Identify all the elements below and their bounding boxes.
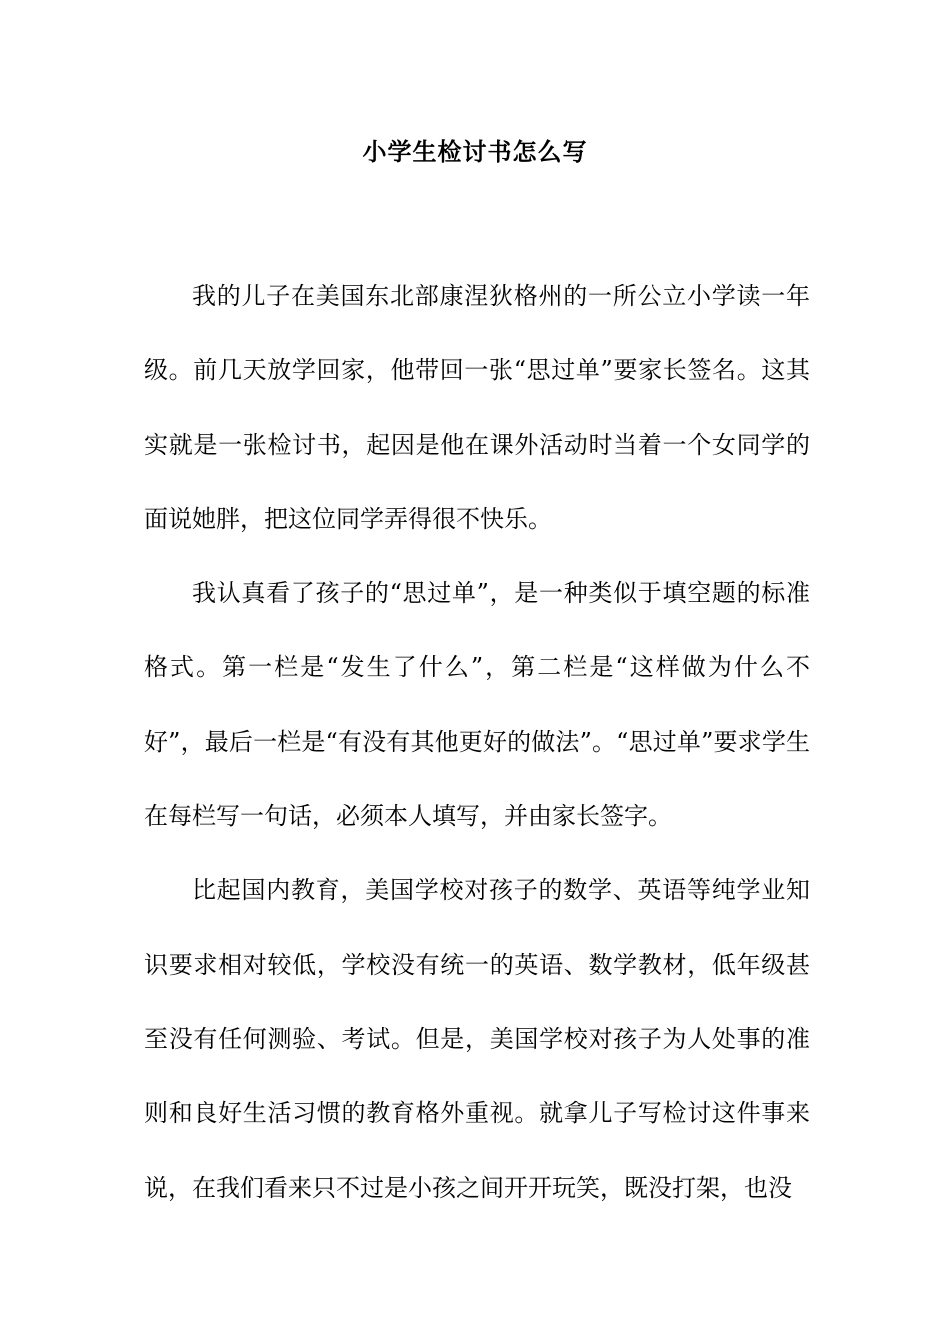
paragraph-2: 我认真看了孩子的“思过单”，是一种类似于填空题的标准格式。第一栏是“发生了什么”，第二栏是“这样做为什么不好”，最后一栏是“有没有其他更好的做法”。“思过单”要求学生在每栏写一句话，必须本人填写，并由家长签字。: [144, 579, 810, 831]
document-title: 小学生检讨书怎么写: [362, 137, 588, 166]
paragraph-3: 比起国内教育，美国学校对孩子的数学、英语等纯学业知识要求相对较低，学校没有统一的英语、数学教材，低年级甚至没有任何测验、考试。但是，美国学校对孩子为人处事的准则和良好生活习惯的教育格外重视。就拿儿子写检讨这件事来说，在我们看来只不过是小孩之间开开玩笑，既没打架，也没: [144, 876, 810, 1202]
paragraph-1: 我的儿子在美国东北部康涅狄格州的一所公立小学读一年级。前几天放学回家，他带回一张“思过单”要家长签名。这其实就是一张检讨书，起因是他在课外活动时当着一个女同学的面说她胖，把这位同学弄得很不快乐。: [144, 282, 810, 533]
document-body: [144, 259, 810, 1225]
